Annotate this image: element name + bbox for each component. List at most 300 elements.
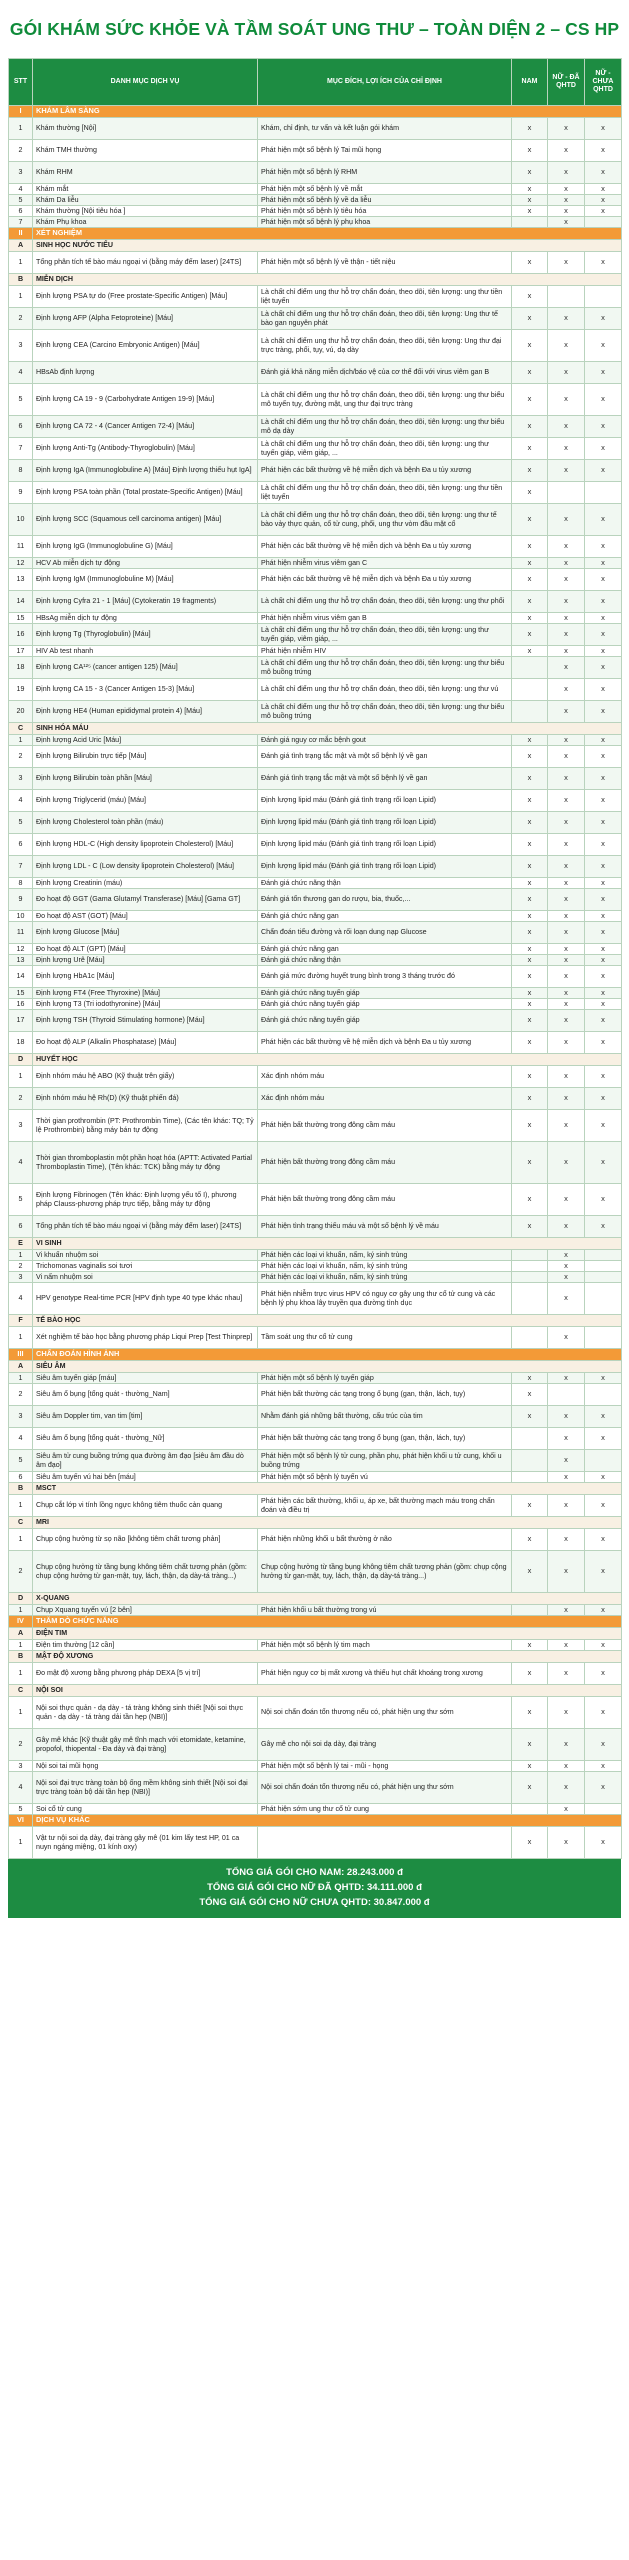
row-female-single-mark: x (585, 591, 622, 613)
row-female-single-mark: x (585, 118, 622, 140)
row-female-married-mark: x (548, 1032, 585, 1054)
row-female-married-mark (548, 286, 585, 308)
table-row (9, 988, 622, 999)
row-stt: 16 (9, 999, 33, 1010)
subsection-title: SINH HÓA MÁU (33, 723, 622, 735)
row-purpose: Phát hiện một số bệnh lý tuyến giáp (258, 1373, 512, 1384)
row-female-single-mark (585, 286, 622, 308)
table-row (9, 856, 622, 878)
row-purpose: Đánh giá chức năng tuyến giáp (258, 999, 512, 1010)
row-female-single-mark: x (585, 679, 622, 701)
row-female-single-mark: x (585, 536, 622, 558)
table-row (9, 536, 622, 558)
row-male-mark: x (512, 362, 548, 384)
row-female-married-mark: x (548, 308, 585, 330)
row-female-single-mark: x (585, 746, 622, 768)
row-male-mark: x (512, 1406, 548, 1428)
row-female-married-mark: x (548, 1216, 585, 1238)
row-service-name: Định lượng Fibrinogen (Tên khác: Định lượng yếu tố I), phương pháp Clauss-phương pháp trực tiếp, bằng máy tự động (33, 1184, 258, 1216)
row-male-mark: x (512, 966, 548, 988)
row-male-mark (512, 1472, 548, 1483)
table-row (9, 504, 622, 536)
row-stt: 1 (9, 1066, 33, 1088)
row-purpose: Định lượng lipid máu (Đánh giá tình trạng rối loạn Lipid) (258, 812, 512, 834)
row-service-name: Định lượng CEA (Carcino Embryonic Antigen) [Máu] (33, 330, 258, 362)
table-row (9, 613, 622, 624)
row-male-mark: x (512, 856, 548, 878)
table-row (9, 1804, 622, 1815)
row-purpose: Phát hiện một số bệnh lý tiêu hóa (258, 206, 512, 217)
table-row (9, 195, 622, 206)
table-row (9, 1663, 622, 1685)
row-service-name: Khám Da liễu (33, 195, 258, 206)
row-purpose: Phát hiện một số bệnh lý về thận - tiết niệu (258, 252, 512, 274)
table-row (9, 1010, 622, 1032)
row-stt: 10 (9, 504, 33, 536)
subsection-letter: A (9, 1628, 33, 1640)
row-purpose: Phát hiện một số bệnh lý về mắt (258, 184, 512, 195)
table-row (9, 1142, 622, 1184)
row-female-single-mark: x (585, 911, 622, 922)
table-row (9, 184, 622, 195)
row-stt: 4 (9, 1142, 33, 1184)
table-row (9, 1272, 622, 1283)
table-row (9, 1697, 622, 1729)
table-row (9, 591, 622, 613)
row-male-mark: x (512, 1110, 548, 1142)
row-purpose: Đánh giá chức năng thận (258, 878, 512, 889)
row-female-single-mark: x (585, 1032, 622, 1054)
row-female-married-mark: x (548, 646, 585, 657)
total-female-single: TỔNG GIÁ GÓI CHO NỮ CHƯA QHTD: 30.847.000 đ (199, 1897, 430, 1908)
row-female-single-mark: x (585, 999, 622, 1010)
row-stt: 1 (9, 286, 33, 308)
row-male-mark (512, 701, 548, 723)
row-purpose: Phát hiện một số bệnh lý tuyến vú (258, 1472, 512, 1483)
row-female-single-mark: x (585, 1827, 622, 1859)
row-female-single-mark (585, 1450, 622, 1472)
table-row (9, 1066, 622, 1088)
row-purpose: Đánh giá chức năng tuyến giáp (258, 988, 512, 999)
row-female-single-mark: x (585, 504, 622, 536)
row-service-name: Chụp cộng hưởng từ tầng bụng không tiêm chất tương phản (gồm: chụp cộng hưởng từ gan-mật, tụy, lách, thận, dạ dày-tá tràng...) (33, 1551, 258, 1593)
table-row (9, 922, 622, 944)
header-purpose: MỤC ĐÍCH, LỢI ÍCH CỦA CHỈ ĐỊNH (258, 59, 512, 106)
row-stt: 2 (9, 1261, 33, 1272)
row-female-married-mark: x (548, 944, 585, 955)
row-female-married-mark: x (548, 195, 585, 206)
table-row (9, 1216, 622, 1238)
row-female-married-mark: x (548, 184, 585, 195)
row-purpose: Phát hiện những khối u bất thường ở não (258, 1529, 512, 1551)
table-row (9, 768, 622, 790)
row-female-married-mark: x (548, 536, 585, 558)
row-service-name: Nội soi tai mũi họng (33, 1761, 258, 1772)
row-female-single-mark (585, 482, 622, 504)
row-male-mark: x (512, 988, 548, 999)
row-stt: 4 (9, 184, 33, 195)
row-purpose: Là chất chỉ điểm ung thư hỗ trợ chẩn đoán, theo dõi, tiên lượng: Ung thư đại trực tràng, phổi, tụy, vú, dạ dày (258, 330, 512, 362)
subsection-row (9, 1361, 622, 1373)
table-row (9, 1184, 622, 1216)
row-female-married-mark (548, 1384, 585, 1406)
table-row (9, 735, 622, 746)
table-row (9, 1283, 622, 1315)
row-service-name: Định lượng Glucose [Máu] (33, 922, 258, 944)
row-male-mark: x (512, 1142, 548, 1184)
row-female-married-mark: x (548, 140, 585, 162)
table-row (9, 1110, 622, 1142)
row-stt: 3 (9, 1406, 33, 1428)
row-purpose: Phát hiện một số bệnh lý phụ khoa (258, 217, 512, 228)
row-purpose: Là chất chỉ điểm ung thư hỗ trợ chẩn đoán, theo dõi, tiên lượng: ung thư phổi (258, 591, 512, 613)
row-female-single-mark: x (585, 195, 622, 206)
table-row (9, 1605, 622, 1616)
row-service-name: Chụp cắt lớp vi tính lồng ngực không tiêm thuốc cản quang (33, 1495, 258, 1517)
row-stt: 6 (9, 834, 33, 856)
row-stt: 20 (9, 701, 33, 723)
subsection-title: ĐIỆN TIM (33, 1628, 622, 1640)
row-purpose: Đánh giá chức năng gan (258, 911, 512, 922)
row-purpose: Phát hiện các bất thường về hệ miễn dịch và bệnh Đa u tủy xương (258, 569, 512, 591)
table-row (9, 679, 622, 701)
table-row (9, 1450, 622, 1472)
section-title: XÉT NGHIỆM (33, 228, 622, 240)
table-header-row (9, 59, 622, 106)
row-female-married-mark: x (548, 1142, 585, 1184)
row-stt: 15 (9, 613, 33, 624)
row-male-mark: x (512, 1772, 548, 1804)
row-service-name: Định lượng Tg (Thyroglobulin) [Máu] (33, 624, 258, 646)
row-stt: 3 (9, 1110, 33, 1142)
row-stt: 6 (9, 416, 33, 438)
row-female-married-mark: x (548, 1373, 585, 1384)
row-stt: 1 (9, 1495, 33, 1517)
row-female-married-mark: x (548, 911, 585, 922)
row-purpose: Là chất chỉ điểm ung thư hỗ trợ chẩn đoán, theo dõi, tiên lượng: ung thư biểu mô tuyến tụy, đường mật, ung thư đại trực tràng (258, 384, 512, 416)
row-female-married-mark: x (548, 889, 585, 911)
row-purpose: Phát hiện nhiễm virus viêm gan B (258, 613, 512, 624)
row-service-name: Đo mật độ xương bằng phương pháp DEXA [5 vị trí] (33, 1663, 258, 1685)
row-female-married-mark: x (548, 768, 585, 790)
row-male-mark: x (512, 1551, 548, 1593)
row-stt: 3 (9, 1761, 33, 1772)
subsection-row (9, 274, 622, 286)
row-female-single-mark: x (585, 701, 622, 723)
subsection-row (9, 723, 622, 735)
header-stt: STT (9, 59, 33, 106)
row-stt: 4 (9, 1283, 33, 1315)
table-row (9, 1772, 622, 1804)
section-title: KHÁM LÂM SÀNG (33, 106, 622, 118)
row-service-name: Thời gian prothrombin (PT: Prothrombin Time), (Các tên khác: TQ; Tỷ lệ Prothrombin) bằng máy bán tự động (33, 1110, 258, 1142)
subsection-title: SINH HỌC NƯỚC TIỂU (33, 240, 622, 252)
row-female-married-mark (548, 482, 585, 504)
row-service-name: Gây mê khác [Kỹ thuật gây mê tĩnh mạch với etomidate, ketamine, propofol, thiopental - Đa dày và đại tràng] (33, 1729, 258, 1761)
row-stt: 8 (9, 460, 33, 482)
section-number: II (9, 228, 33, 240)
table-row (9, 834, 622, 856)
row-female-single-mark: x (585, 1729, 622, 1761)
subsection-letter: A (9, 240, 33, 252)
row-female-single-mark: x (585, 1472, 622, 1483)
row-female-single-mark: x (585, 1529, 622, 1551)
row-stt: 1 (9, 1827, 33, 1859)
row-stt: 8 (9, 878, 33, 889)
row-female-married-mark: x (548, 966, 585, 988)
row-female-married-mark: x (548, 999, 585, 1010)
row-purpose: Phát hiện các loại vi khuẩn, nấm, ký sinh trùng (258, 1272, 512, 1283)
row-female-married-mark: x (548, 569, 585, 591)
row-male-mark: x (512, 646, 548, 657)
subsection-letter: B (9, 1483, 33, 1495)
row-male-mark (512, 1272, 548, 1283)
row-service-name: HBsAg miễn dịch tự động (33, 613, 258, 624)
row-purpose: Là chất chỉ điểm ung thư hỗ trợ chẩn đoán, theo dõi, tiên lượng: ung thư vú (258, 679, 512, 701)
row-purpose: Đánh giá nguy cơ mắc bệnh gout (258, 735, 512, 746)
table-row (9, 790, 622, 812)
table-row (9, 438, 622, 460)
row-service-name: Định lượng PSA toàn phần (Total prostate-Specific Antigen) [Máu] (33, 482, 258, 504)
row-female-married-mark: x (548, 362, 585, 384)
table-row (9, 384, 622, 416)
row-female-single-mark (585, 217, 622, 228)
subsection-row (9, 1651, 622, 1663)
row-stt: 2 (9, 308, 33, 330)
row-purpose: Phát hiện sớm ung thư cổ tử cung (258, 1804, 512, 1815)
row-service-name: Trichomonas vaginalis soi tươi (33, 1261, 258, 1272)
subsection-letter: F (9, 1315, 33, 1327)
table-row (9, 118, 622, 140)
row-female-married-mark: x (548, 1697, 585, 1729)
row-purpose: Xác định nhóm máu (258, 1088, 512, 1110)
row-male-mark: x (512, 768, 548, 790)
row-stt: 1 (9, 1697, 33, 1729)
table-row (9, 812, 622, 834)
row-service-name: Siêu âm tuyến giáp [máu] (33, 1373, 258, 1384)
row-male-mark: x (512, 536, 548, 558)
row-service-name: Định lượng Anti-Tg (Antibody-Thyroglobulin) [Máu] (33, 438, 258, 460)
row-male-mark: x (512, 1184, 548, 1216)
row-female-married-mark: x (548, 1605, 585, 1616)
row-female-married-mark: x (548, 206, 585, 217)
table-row (9, 1261, 622, 1272)
row-stt: 2 (9, 746, 33, 768)
row-female-married-mark: x (548, 657, 585, 679)
row-purpose: Phát hiện một số bệnh lý tử cung, phần phụ, phát hiện khối u tử cung, khối u buồng trứng (258, 1450, 512, 1472)
subsection-row (9, 1628, 622, 1640)
row-female-single-mark: x (585, 1406, 622, 1428)
row-male-mark (512, 1261, 548, 1272)
row-female-married-mark: x (548, 701, 585, 723)
row-stt: 17 (9, 1010, 33, 1032)
row-purpose: Đánh giá tình trạng tắc mật và một số bệnh lý về gan (258, 768, 512, 790)
row-female-single-mark: x (585, 1640, 622, 1651)
row-female-married-mark: x (548, 856, 585, 878)
total-female-married: TỔNG GIÁ GÓI CHO NỮ ĐÃ QHTD: 34.111.000 đ (207, 1882, 422, 1893)
row-service-name: Khám Phụ khoa (33, 217, 258, 228)
table-row (9, 460, 622, 482)
row-female-single-mark (585, 1327, 622, 1349)
row-male-mark (512, 679, 548, 701)
row-service-name: Xét nghiệm tế bào học bằng phương pháp Liqui Prep [Test Thinprep] (33, 1327, 258, 1349)
row-stt: 4 (9, 362, 33, 384)
row-service-name: HBsAb định lượng (33, 362, 258, 384)
row-stt: 16 (9, 624, 33, 646)
row-service-name: Siêu âm Doppler tim, van tim [tim] (33, 1406, 258, 1428)
row-male-mark: x (512, 482, 548, 504)
row-service-name: Siêu âm ổ bụng [tổng quát - thường_Nam] (33, 1384, 258, 1406)
row-female-single-mark: x (585, 1010, 622, 1032)
row-purpose: Chẩn đoán tiểu đường và rối loạn dung nạp Glucose (258, 922, 512, 944)
row-female-single-mark (585, 1283, 622, 1315)
row-purpose: Định lượng lipid máu (Đánh giá tình trạng rối loạn Lipid) (258, 790, 512, 812)
row-purpose: Xác định nhóm máu (258, 1066, 512, 1088)
row-stt: 11 (9, 922, 33, 944)
row-stt: 7 (9, 856, 33, 878)
row-male-mark: x (512, 330, 548, 362)
table-row (9, 1373, 622, 1384)
row-service-name: Chụp Xquang tuyến vú [2 bên] (33, 1605, 258, 1616)
row-female-single-mark: x (585, 834, 622, 856)
row-female-single-mark (585, 1261, 622, 1272)
subsection-row (9, 1238, 622, 1250)
section-number: I (9, 106, 33, 118)
subsection-letter: C (9, 1685, 33, 1697)
row-male-mark (512, 1283, 548, 1315)
row-female-married-mark: x (548, 735, 585, 746)
row-stt: 13 (9, 955, 33, 966)
row-purpose: Tầm soát ung thư cổ tử cung (258, 1327, 512, 1349)
row-purpose: Là chất chỉ điểm ung thư hỗ trợ chẩn đoán, theo dõi, tiên lượng: ung thư tuyến giáp, viêm giáp, ... (258, 624, 512, 646)
row-stt: 18 (9, 657, 33, 679)
row-male-mark: x (512, 624, 548, 646)
row-female-single-mark: x (585, 162, 622, 184)
row-service-name: Định lượng Acid Uric [Máu] (33, 735, 258, 746)
row-service-name: Khám mắt (33, 184, 258, 195)
row-female-single-mark (585, 1384, 622, 1406)
row-male-mark: x (512, 735, 548, 746)
table-row (9, 911, 622, 922)
row-stt: 1 (9, 118, 33, 140)
row-female-married-mark: x (548, 1827, 585, 1859)
row-purpose: Đánh giá khả năng miễn dịch/báo vệ của cơ thể đối với virus viêm gan B (258, 362, 512, 384)
table-row (9, 1729, 622, 1761)
subsection-title: X-QUANG (33, 1593, 622, 1605)
row-purpose: Phát hiện các loại vi khuẩn, nấm, ký sinh trùng (258, 1250, 512, 1261)
row-male-mark: x (512, 184, 548, 195)
table-row (9, 878, 622, 889)
row-female-single-mark: x (585, 966, 622, 988)
row-female-single-mark: x (585, 1088, 622, 1110)
row-stt: 1 (9, 1250, 33, 1261)
table-row (9, 746, 622, 768)
table-row (9, 330, 622, 362)
table-row (9, 252, 622, 274)
row-male-mark: x (512, 1088, 548, 1110)
row-female-single-mark: x (585, 1066, 622, 1088)
subsection-title: MẬT ĐỘ XƯƠNG (33, 1651, 622, 1663)
row-female-single-mark: x (585, 1110, 622, 1142)
row-male-mark (512, 1428, 548, 1450)
row-purpose: Phát hiện nhiễm virus viêm gan C (258, 558, 512, 569)
row-stt: 2 (9, 1088, 33, 1110)
subsection-letter: C (9, 723, 33, 735)
row-service-name: Vi nấm nhuộm soi (33, 1272, 258, 1283)
row-female-married-mark: x (548, 1272, 585, 1283)
row-service-name: Khám thường [Nội tiêu hóa ] (33, 206, 258, 217)
row-service-name: Định lượng T3 (Tri iodothyronine) [Máu] (33, 999, 258, 1010)
row-female-single-mark: x (585, 1495, 622, 1517)
row-service-name: Định lượng HE4 (Human epididymal protein 4) [Máu] (33, 701, 258, 723)
row-stt: 4 (9, 1772, 33, 1804)
table-row (9, 1384, 622, 1406)
row-male-mark: x (512, 286, 548, 308)
row-female-married-mark: x (548, 613, 585, 624)
table-row (9, 955, 622, 966)
row-male-mark: x (512, 1663, 548, 1685)
section-number: VI (9, 1815, 33, 1827)
row-stt: 2 (9, 1729, 33, 1761)
subsection-letter: A (9, 1361, 33, 1373)
table-row (9, 1495, 622, 1517)
row-service-name: Định lượng CA 19 - 9 (Carbohydrate Antigen 19-9) [Máu] (33, 384, 258, 416)
row-stt: 6 (9, 1216, 33, 1238)
table-row (9, 966, 622, 988)
row-male-mark: x (512, 790, 548, 812)
row-purpose: Phát hiện một số bệnh lý về da liễu (258, 195, 512, 206)
row-service-name: Đo hoạt độ ALP (Alkalin Phosphatase) [Máu] (33, 1032, 258, 1054)
page-title: GÓI KHÁM SỨC KHỎE VÀ TẦM SOÁT UNG THƯ – TOÀN DIỆN 2 – CS HP (9, 18, 620, 39)
row-female-married-mark: x (548, 162, 585, 184)
row-stt: 1 (9, 735, 33, 746)
row-stt: 1 (9, 1605, 33, 1616)
row-service-name: Siêu âm tử cung buồng trứng qua đường âm đạo [siêu âm đầu dò âm đạo] (33, 1450, 258, 1472)
row-female-married-mark: x (548, 252, 585, 274)
row-stt: 2 (9, 140, 33, 162)
row-service-name: Định lượng CA 72 - 4 (Cancer Antigen 72-4) [Máu] (33, 416, 258, 438)
row-male-mark: x (512, 1066, 548, 1088)
header-category: DANH MỤC DỊCH VỤ (33, 59, 258, 106)
table-row (9, 944, 622, 955)
row-female-single-mark: x (585, 1761, 622, 1772)
row-female-married-mark: x (548, 1529, 585, 1551)
row-service-name: Khám RHM (33, 162, 258, 184)
subsection-row (9, 240, 622, 252)
table-row (9, 1827, 622, 1859)
row-purpose (258, 1827, 512, 1859)
row-service-name: Định lượng Urê [Máu] (33, 955, 258, 966)
total-male: TỔNG GIÁ GÓI CHO NAM: 28.243.000 đ (226, 1867, 403, 1878)
subsection-letter: B (9, 1651, 33, 1663)
row-female-married-mark: x (548, 330, 585, 362)
row-female-single-mark: x (585, 944, 622, 955)
row-female-single-mark: x (585, 657, 622, 679)
row-service-name: Khám TMH thường (33, 140, 258, 162)
row-purpose: Chụp cộng hưởng từ tầng bụng không tiêm chất tương phản (gồm: chụp cộng hưởng từ gan-mật, tụy, lách, thận, dạ dày-tá tràng...) (258, 1551, 512, 1593)
row-female-single-mark: x (585, 922, 622, 944)
row-service-name: Định nhóm máu hệ Rh(D) (Kỹ thuật phiến đá) (33, 1088, 258, 1110)
row-male-mark (512, 1804, 548, 1815)
row-female-single-mark: x (585, 735, 622, 746)
row-purpose: Là chất chỉ điểm ung thư hỗ trợ chẩn đoán, theo dõi, tiên lượng: Ung thư tế bào gan nguyên phát (258, 308, 512, 330)
section-row (9, 1616, 622, 1628)
row-service-name: HPV genotype Real-time PCR [HPV định type 40 type khác nhau] (33, 1283, 258, 1315)
row-male-mark: x (512, 558, 548, 569)
row-purpose: Đánh giá mức đường huyết trung bình trong 3 tháng trước đó (258, 966, 512, 988)
subsection-title: TẾ BÀO HỌC (33, 1315, 622, 1327)
row-female-married-mark: x (548, 1495, 585, 1517)
